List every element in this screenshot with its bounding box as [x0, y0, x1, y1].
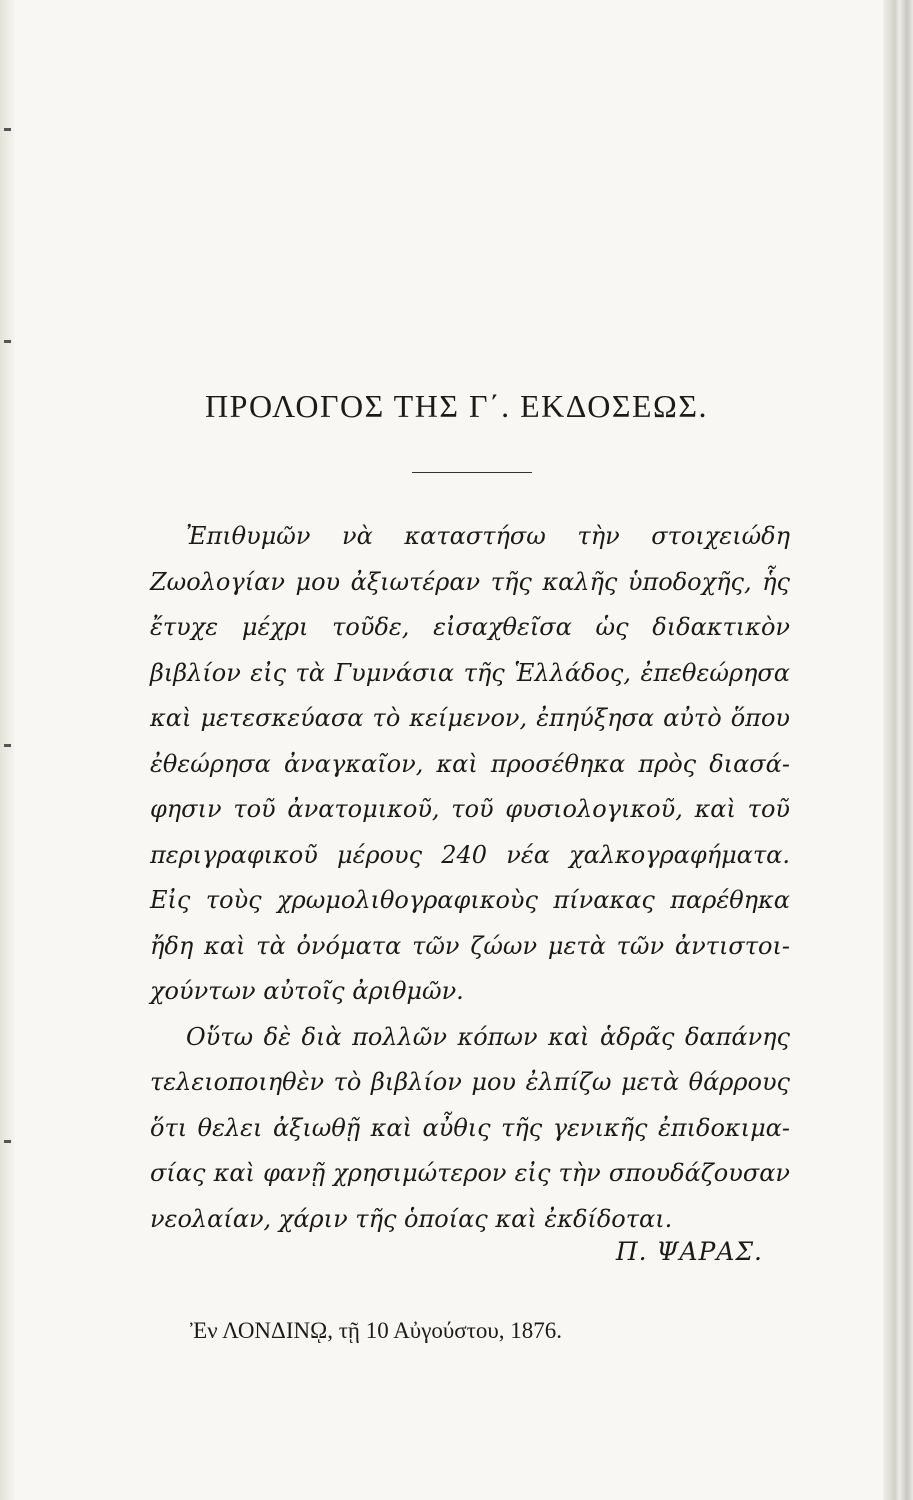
text-line: Οὕτω δὲ διὰ πολλῶν κόπων καὶ ἁδρᾶς δαπάνης: [186, 1022, 790, 1051]
text-line: ὅτι θελει ἀξιωθῇ καὶ αὖθις τῆς γενικῆς ἐπιδοκιμα-: [150, 1113, 790, 1142]
text-line: καὶ μετεσκεύασα τὸ κείμενον, ἐπηύξησα αὐτὸ ὅπου: [150, 704, 790, 732]
text-line: βιβλίον εἰς τὰ Γυμνάσια τῆς Ἑλλάδος, ἐπεθεώρησα: [150, 658, 790, 687]
text-line: Εἰς τοὺς χρωμολιθογραφικοὺς πίνακας παρέθηκα: [150, 886, 790, 914]
text-line: ἤδη καὶ τὰ ὀνόματα τῶν ζώων μετὰ τῶν ἀντιστοι-: [150, 931, 790, 960]
place-date-line: Ἐν ΛΟΝΔΙΝῼ, τῇ 10 Αὐγούστου, 1876.: [190, 1318, 563, 1343]
author-signature: Π. ΨΑΡΑΣ.: [615, 1237, 763, 1266]
scan-mark: [4, 1140, 11, 1143]
page-title: ΠΡΟΛΟΓΟΣ ΤΗΣ Γ΄. ΕΚΔΟΣΕΩΣ.: [205, 388, 708, 424]
page-gutter-left: [0, 0, 14, 1500]
text-line: τελειοποιηθὲν τὸ βιβλίον μου ἐλπίζω μετὰ θάρρους: [150, 1068, 790, 1096]
text-line: περιγραφικοῦ μέρους 240 νέα χαλκογραφήματα.: [150, 840, 790, 869]
title-divider: [412, 472, 532, 473]
scan-mark: [4, 744, 11, 747]
scan-mark: [4, 340, 11, 343]
page-edge-right: [883, 0, 913, 1500]
text-line: ἔτυχε μέχρι τοῦδε, εἰσαχθεῖσα ὡς διδακτικὸν: [150, 613, 790, 641]
text-line: ἐθεώρησα ἀναγκαῖον, καὶ προσέθηκα πρὸς διασά-: [150, 749, 790, 778]
text-line: σίας καὶ φανῇ χρησιμώτερον εἰς τὴν σπουδάζουσαν: [150, 1159, 790, 1187]
preface-body: [150, 514, 790, 1242]
text-line: Ζωολογίαν μου ἀξιωτέραν τῆς καλῆς ὑποδοχῆς, ἧς: [150, 567, 790, 596]
text-line: νεολαίαν, χάριν τῆς ὁποίας καὶ ἐκδίδοται.: [150, 1204, 673, 1233]
text-line: φησιν τοῦ ἀνατομικοῦ, τοῦ φυσιολογικοῦ, καὶ τοῦ: [150, 795, 790, 823]
text-line: χούντων αὐτοῖς ἀριθμῶν.: [150, 977, 464, 1005]
text-line: Ἐπιθυμῶν νὰ καταστήσω τὴν στοιχειώδη: [186, 522, 790, 550]
scan-mark: [4, 128, 11, 131]
